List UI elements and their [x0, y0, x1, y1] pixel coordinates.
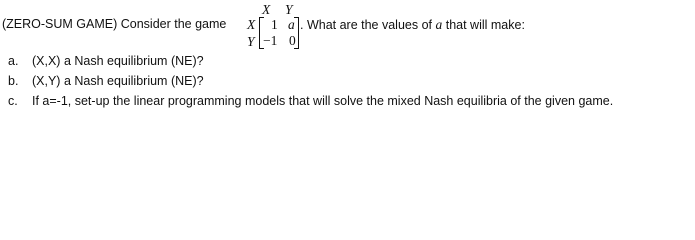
- list-item: [8, 75, 204, 88]
- matrix-right-bracket: [294, 17, 299, 49]
- problem-after-matrix: . What are the values of: [300, 18, 433, 32]
- matrix-cell-2-2: 0: [289, 33, 296, 48]
- matrix-col-label-y: Y: [285, 2, 293, 17]
- matrix-cell-2-1: −1: [263, 33, 278, 48]
- document-page: [0, 0, 695, 118]
- matrix-row-label-y: Y: [247, 34, 255, 49]
- list-item-marker: a.: [8, 54, 19, 68]
- list-item-text: (X,X) a Nash equilibrium (NE)?: [32, 54, 204, 68]
- list-item: [8, 95, 613, 108]
- list-item-text: If a=-1, set-up the linear programming models that will solve the mixed Nash equilibria of the given game.: [32, 94, 614, 108]
- list-item: [8, 55, 204, 68]
- problem-variable: a: [435, 17, 443, 32]
- matrix-cell-1-2: a: [288, 17, 295, 32]
- problem-question: [300, 18, 525, 32]
- problem-lead-in: (ZERO-SUM GAME) Consider the game: [2, 17, 227, 31]
- list-item-text: (X,Y) a Nash equilibrium (NE)?: [32, 74, 204, 88]
- list-item-marker: c.: [8, 94, 18, 108]
- matrix-row-label-x: X: [247, 17, 256, 32]
- matrix-col-label-x: X: [262, 2, 271, 17]
- matrix-cell-1-1: 1: [271, 17, 278, 32]
- problem-trailing: that will make:: [445, 18, 525, 32]
- list-item-marker: b.: [8, 74, 19, 88]
